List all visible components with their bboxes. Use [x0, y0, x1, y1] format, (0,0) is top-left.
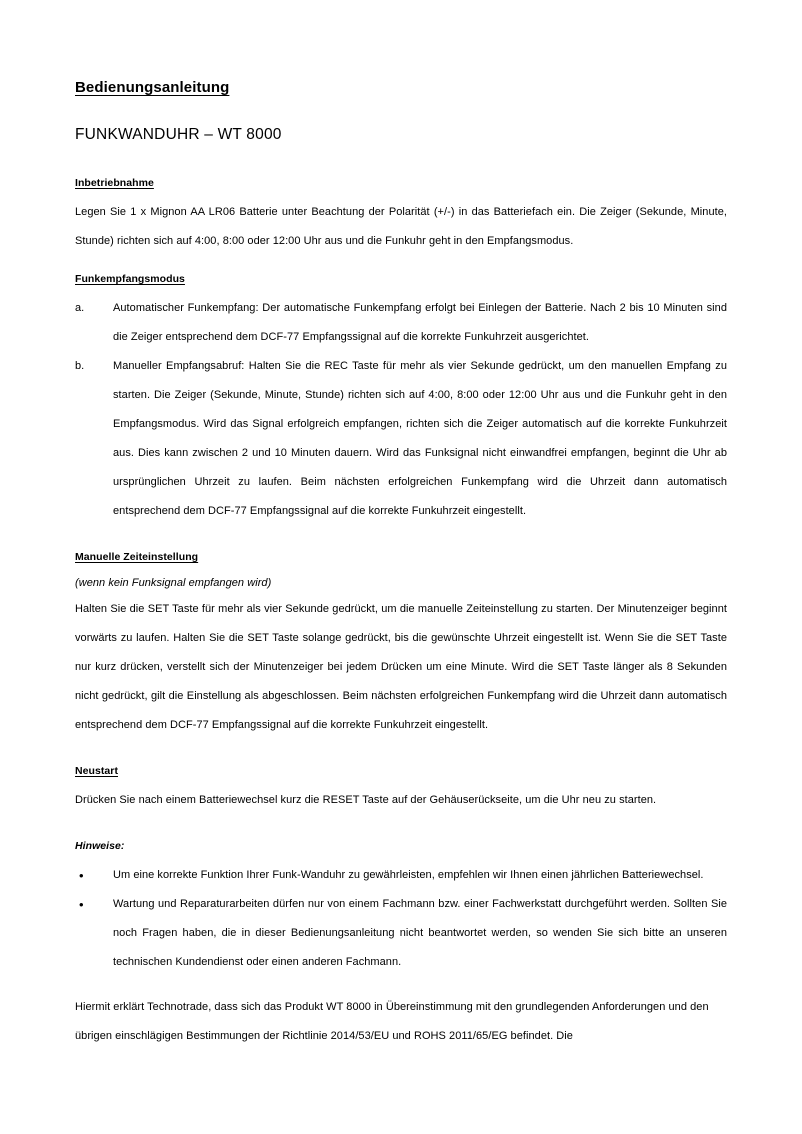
spacer [75, 740, 727, 764]
bullet-icon: • [79, 897, 84, 912]
spacer [75, 565, 727, 572]
list-item-text: Automatischer Funkempfang: Der automatische Funkempfang erfolgt bei Einlegen der Batterie. Nach 2 bis 10 Minuten sind die Zeiger entsprechend dem DCF-77 Empfangssignal auf die korrekte Funkuhrzeit ausgerichtet. [113, 302, 727, 343]
document-title: Bedienungsanleitung [75, 79, 230, 96]
product-title: FUNKWANDUHR – WT 8000 [75, 126, 282, 143]
spacer [75, 191, 727, 198]
spacer [75, 146, 727, 176]
list-marker: b. [75, 360, 85, 372]
document-content [75, 0, 727, 1051]
manual-time-subtitle: (wenn kein Funksignal empfangen wird) [75, 577, 272, 589]
list-marker: a. [75, 302, 85, 314]
list-item-text: Manueller Empfangsabruf: Halten Sie die REC Taste für mehr als vier Sekunde gedrückt, um den manuellen Empfang zu starten. Die Zeiger (Sekunde, Minute, Stunde) richten sich auf 4:00, 8:00 oder 12:00 Uhr aus und die Funkuhr geht in den Empfangsmodus. Wird das Signal erfolgreich empfangen, richten sich die Zeiger automatisch auf die korrekte Funkuhrzeit aus. Dies kann zwischen 2 und 10 Minuten dauern. Wird das Funksignal nicht einwandfrei empfangen, beginnt die Uhr ab ursprünglichen Uhrzeit zu laufen. Beim nächsten erfolgreichen Funkempfang wird die Uhrzeit dann automatisch entsprechend dem DCF-77 Empfangssignal auf die korrekte Funkuhrzeit eingestellt. [113, 360, 727, 517]
restart-paragraph: Drücken Sie nach einem Batteriewechsel kurz die RESET Taste auf der Gehäuserückseite, um die Uhr neu zu starten. [75, 794, 657, 806]
section-heading-neustart: Neustart [75, 765, 118, 777]
bullet-icon: • [79, 868, 84, 883]
spacer [75, 256, 727, 272]
list-item [75, 352, 727, 526]
spacer [75, 287, 727, 294]
section-heading-funkempfangsmodus: Funkempfangsmodus [75, 273, 185, 285]
reception-mode-list [75, 294, 727, 526]
spacer [75, 526, 727, 550]
list-item [75, 861, 727, 890]
spacer [75, 977, 727, 993]
setup-paragraph: Legen Sie 1 x Mignon AA LR06 Batterie unter Beachtung der Polarität (+/-) in das Batteriefach ein. Die Zeiger (Sekunde, Minute, Stunde) richten sich auf 4:00, 8:00 oder 12:00 Uhr aus und die Funkuhr geht in den Empfangsmodus. [75, 206, 727, 247]
notes-heading: Hinweise: [75, 840, 125, 852]
spacer [75, 779, 727, 786]
conformity-paragraph: Hiermit erklärt Technotrade, dass sich das Produkt WT 8000 in Übereinstimmung mit den grundlegenden Anforderungen und den übrigen einschlägigen Bestimmungen der Richtlinie 2014/53/EU und ROHS 2011/65/EG befindet. Die [75, 1001, 709, 1042]
section-heading-inbetriebnahme: Inbetriebnahme [75, 177, 154, 189]
list-item-text: Wartung und Reparaturarbeiten dürfen nur von einem Fachmann bzw. einer Fachwerkstatt durchgeführt werden. Sollten Sie noch Fragen haben, die in dieser Bedienungsanleitung nicht beantwortet werden, so wenden Sie sich bitte an unseren technischen Kundendienst oder einen anderen Fachmann. [113, 898, 727, 968]
notes-list [75, 861, 727, 977]
spacer [75, 854, 727, 861]
section-heading-manuelle-zeiteinstellung: Manuelle Zeiteinstellung [75, 551, 199, 563]
manual-time-paragraph: Halten Sie die SET Taste für mehr als vier Sekunde gedrückt, um die manuelle Zeiteinstellung zu starten. Der Minutenzeiger beginnt vorwärts zu laufen. Halten Sie die SET Taste solange gedrückt, bis die gewünschte Uhrzeit eingestellt ist. Wenn Sie die SET Taste nur kurz drücken, verstellt sich der Minutenzeiger bei jedem Drücken um eine Minute. Wird die SET Taste länger als 8 Sekunden nicht gedrückt, gilt die Einstellung als abgeschlossen. Beim nächsten erfolgreichen Funkempfang wird die Uhrzeit dann automatisch entsprechend dem DCF-77 Empfangssignal auf die korrekte Funkuhrzeit eingestellt. [75, 603, 727, 731]
list-item [75, 294, 727, 352]
list-item [75, 890, 727, 977]
list-item-text: Um eine korrekte Funktion Ihrer Funk-Wanduhr zu gewährleisten, empfehlen wir Ihnen einen jährlichen Batteriewechsel. [113, 869, 704, 881]
spacer [75, 815, 727, 839]
